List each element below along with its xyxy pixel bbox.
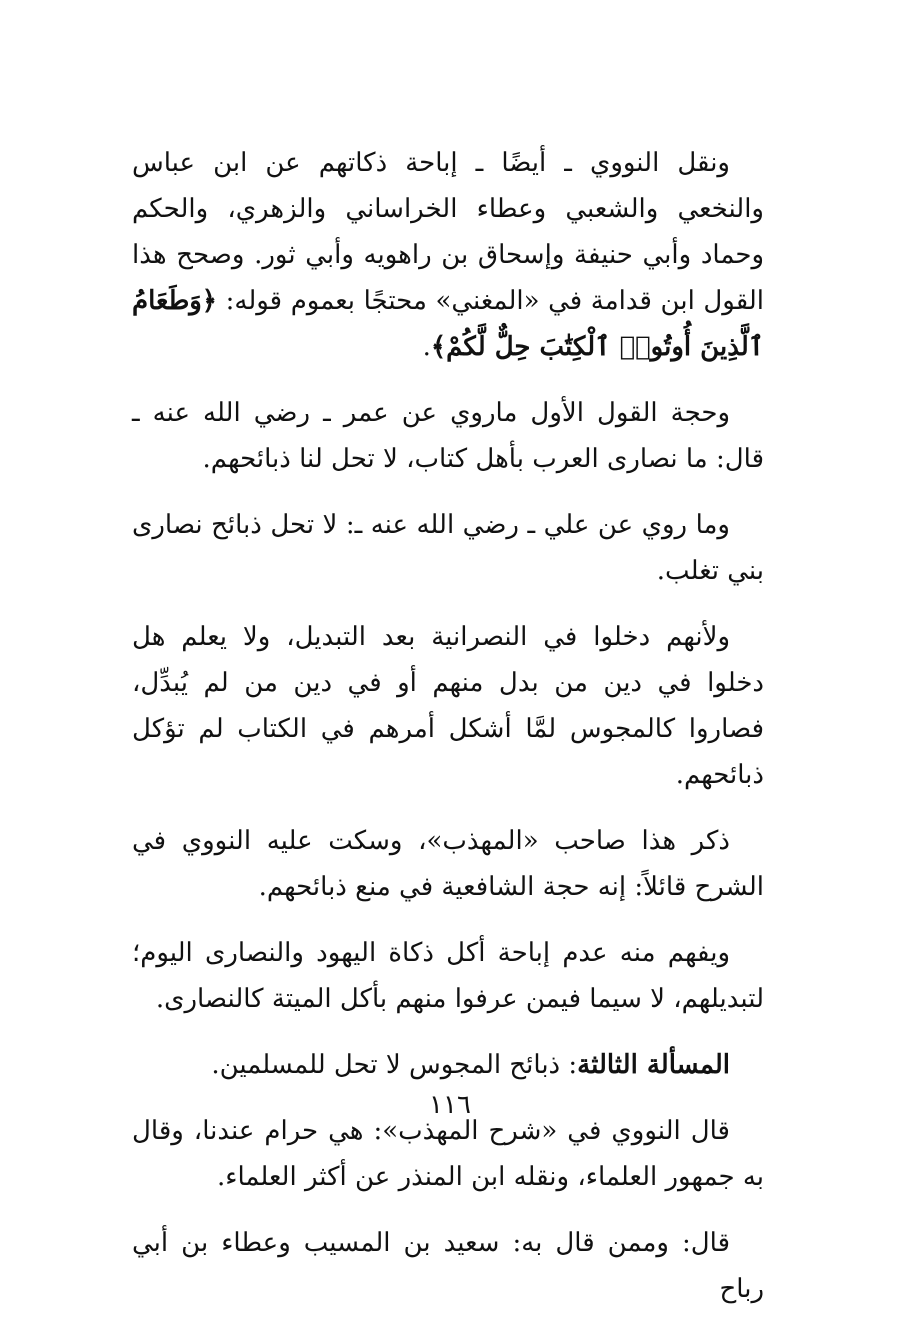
paragraph-1-tail: . (422, 332, 431, 362)
paragraph-6 (132, 930, 764, 1022)
paragraph-5 (132, 818, 764, 910)
quran-verse: ﴿وَطَعَامُ ٱلَّذِينَ أُوتُوا۟ ٱلْكِتَٰبَ حِلٌّ لَّكُمْ﴾ (132, 286, 764, 362)
paragraph-5-text: ذكر هذا صاحب «المهذب»، وسكت عليه النووي في الشرح قائلاً: إنه حجة الشافعية في منع ذبائحهم. (132, 826, 764, 902)
paragraph-2 (132, 390, 764, 482)
paragraph-8 (132, 1108, 764, 1200)
section-label: المسألة الثالثة (577, 1050, 730, 1080)
page-body (132, 140, 764, 1332)
paragraph-2-text: وحجة القول الأول ماروي عن عمر ـ رضي الله عنه ـ قال: ما نصارى العرب بأهل كتاب، لا تحل لنا ذبائحهم. (132, 398, 764, 474)
page-number: ١١٦ (429, 1090, 471, 1120)
paragraph-8-text: قال النووي في «شرح المهذب»: هي حرام عندنا، وقال به جمهور العلماء، ونقله ابن المنذر عن أكثر العلماء. (132, 1116, 764, 1192)
paragraph-4 (132, 614, 764, 798)
paragraph-1-text: ونقل النووي ـ أيضًا ـ إباحة ذكاتهم عن ابن عباس والنخعي والشعبي وعطاء الخراساني والزهري، والحكم وحماد وأبي حنيفة وإسحاق بن راهويه وأبي ثور. وصحح هذا القول ابن قدامة في «المغني» محتجًا بعموم قوله: (132, 148, 764, 316)
paragraph-3-text: وما روي عن علي ـ رضي الله عنه ـ: لا تحل ذبائح نصارى بني تغلب. (132, 510, 764, 586)
paragraph-6-text: ويفهم منه عدم إباحة أكل ذكاة اليهود والنصارى اليوم؛ لتبديلهم، لا سيما فيمن عرفوا منهم بأكل الميتة كالنصارى. (132, 938, 764, 1014)
paragraph-9-text: قال: وممن قال به: سعيد بن المسيب وعطاء بن أبي رباح (132, 1228, 764, 1304)
paragraph-9 (132, 1220, 764, 1312)
paragraph-1 (132, 140, 764, 370)
paragraph-4-text: ولأنهم دخلوا في النصرانية بعد التبديل، ولا يعلم هل دخلوا في دين من بدل منهم أو في دين من لم يُبدِّل، فصاروا كالمجوس لمَّا أشكل أمرهم في الكتاب لم تؤكل ذبائحهم. (132, 622, 764, 790)
paragraph-3 (132, 502, 764, 594)
paragraph-7 (132, 1042, 764, 1088)
paragraph-7-text: : ذبائح المجوس لا تحل للمسلمين. (211, 1050, 578, 1080)
